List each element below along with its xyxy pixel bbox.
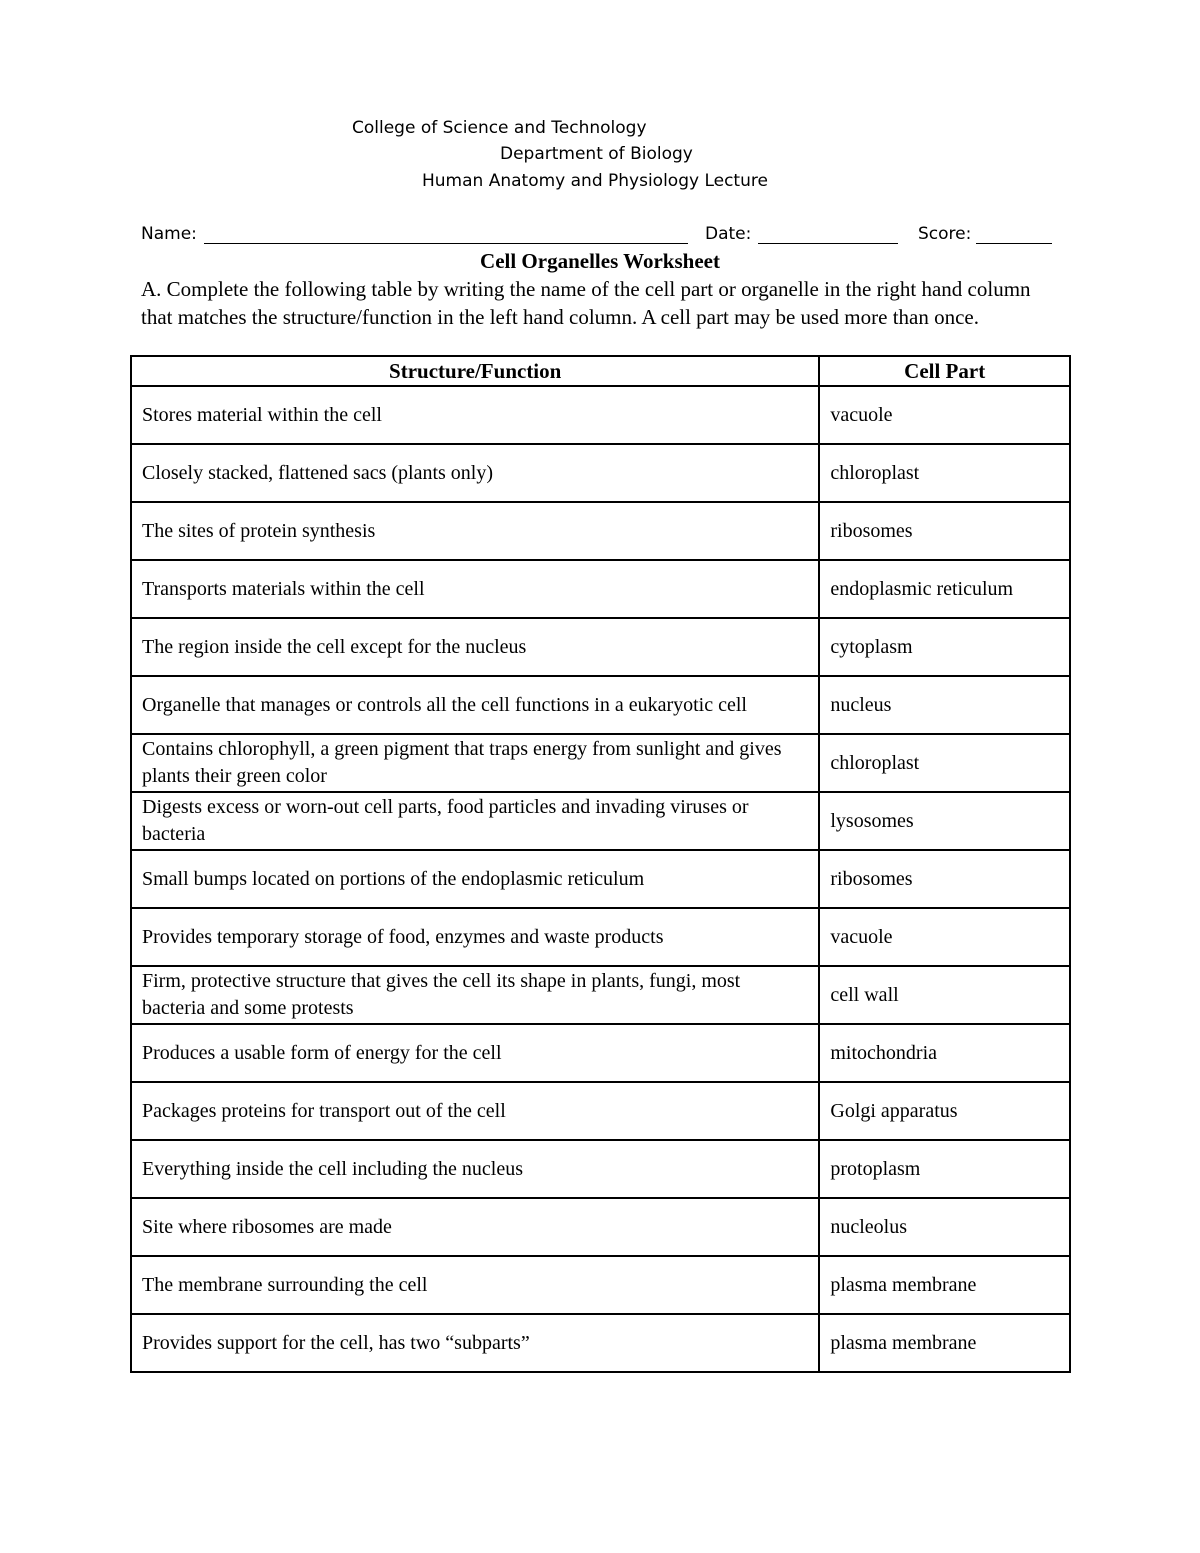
cell-part-cell: chloroplast xyxy=(819,734,1070,792)
function-cell: The membrane surrounding the cell xyxy=(131,1256,819,1314)
header-cell-part: Cell Part xyxy=(819,356,1070,386)
function-cell: Small bumps located on portions of the endoplasmic reticulum xyxy=(131,850,819,908)
function-cell: Transports materials within the cell xyxy=(131,560,819,618)
function-cell: Packages proteins for transport out of the cell xyxy=(131,1082,819,1140)
cell-part-cell: mitochondria xyxy=(819,1024,1070,1082)
table-row xyxy=(131,908,1070,966)
cell-part-cell: lysosomes xyxy=(819,792,1070,850)
table-row xyxy=(131,560,1070,618)
table-row xyxy=(131,792,1070,850)
table-row xyxy=(131,676,1070,734)
student-info-fields xyxy=(141,224,1071,248)
table-row xyxy=(131,1314,1070,1372)
cell-part-cell: plasma membrane xyxy=(819,1314,1070,1372)
function-cell: Stores material within the cell xyxy=(131,386,819,444)
cell-part-cell: vacuole xyxy=(819,386,1070,444)
table-row xyxy=(131,1024,1070,1082)
department-name: Department of Biology xyxy=(500,144,693,164)
header-structure-function: Structure/Function xyxy=(131,356,819,386)
score-label: Score: xyxy=(918,224,972,244)
table-row xyxy=(131,850,1070,908)
table-row xyxy=(131,444,1070,502)
date-label: Date: xyxy=(705,224,752,244)
instructions: A. Complete the following table by writing the name of the cell part or organelle in the right hand column that matches the structure/function in the left hand column. A cell part may be used more than once. xyxy=(141,277,1031,329)
name-blank[interactable] xyxy=(204,243,688,244)
function-cell: Site where ribosomes are made xyxy=(131,1198,819,1256)
score-blank[interactable] xyxy=(976,243,1052,244)
cell-part-cell: nucleus xyxy=(819,676,1070,734)
cell-part-cell: ribosomes xyxy=(819,850,1070,908)
cell-part-cell: cytoplasm xyxy=(819,618,1070,676)
table-header-row xyxy=(131,356,1070,386)
table-row xyxy=(131,966,1070,1024)
cell-part-cell: Golgi apparatus xyxy=(819,1082,1070,1140)
college-name: College of Science and Technology xyxy=(352,118,647,138)
function-cell: Everything inside the cell including the nucleus xyxy=(131,1140,819,1198)
table-row xyxy=(131,1140,1070,1198)
table-row xyxy=(131,502,1070,560)
name-label: Name: xyxy=(141,224,197,244)
cell-part-cell: vacuole xyxy=(819,908,1070,966)
cell-part-cell: nucleolus xyxy=(819,1198,1070,1256)
table-row xyxy=(131,1256,1070,1314)
cell-part-cell: cell wall xyxy=(819,966,1070,1024)
cell-part-cell: ribosomes xyxy=(819,502,1070,560)
function-cell: The region inside the cell except for the nucleus xyxy=(131,618,819,676)
function-cell: The sites of protein synthesis xyxy=(131,502,819,560)
cell-part-cell: chloroplast xyxy=(819,444,1070,502)
function-cell: Produces a usable form of energy for the cell xyxy=(131,1024,819,1082)
table-row xyxy=(131,618,1070,676)
cell-part-cell: endoplasmic reticulum xyxy=(819,560,1070,618)
function-cell: Organelle that manages or controls all the cell functions in a eukaryotic cell xyxy=(131,676,819,734)
table-row xyxy=(131,734,1070,792)
function-cell: Provides temporary storage of food, enzymes and waste products xyxy=(131,908,819,966)
table-row xyxy=(131,1198,1070,1256)
function-cell: Closely stacked, flattened sacs (plants only) xyxy=(131,444,819,502)
function-cell: Firm, protective structure that gives the cell its shape in plants, fungi, most bacteria and some protests xyxy=(131,966,819,1024)
date-blank[interactable] xyxy=(758,243,898,244)
worksheet-title: Cell Organelles Worksheet xyxy=(480,249,720,273)
function-cell: Contains chlorophyll, a green pigment that traps energy from sunlight and gives plants their green color xyxy=(131,734,819,792)
table-row xyxy=(131,386,1070,444)
function-cell: Provides support for the cell, has two “subparts” xyxy=(131,1314,819,1372)
course-name: Human Anatomy and Physiology Lecture xyxy=(422,171,768,191)
cell-part-cell: plasma membrane xyxy=(819,1256,1070,1314)
function-cell: Digests excess or worn-out cell parts, food particles and invading viruses or bacteria xyxy=(131,792,819,850)
organelles-table xyxy=(130,355,1071,1373)
cell-part-cell: protoplasm xyxy=(819,1140,1070,1198)
table-row xyxy=(131,1082,1070,1140)
